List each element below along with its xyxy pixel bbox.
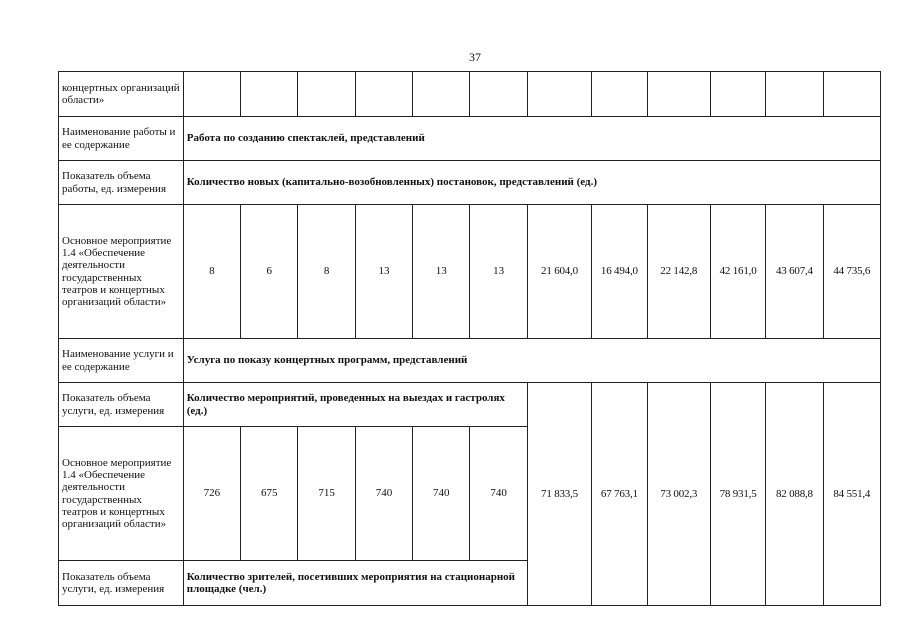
- service-indicator: Количество мероприятий, проведенных на выездах и гастролях (ед.): [183, 383, 527, 427]
- row-label: Основное мероприятие 1.4 «Обеспечение деятельности государственных театров и концертных организаций области»: [59, 427, 184, 561]
- row-label: Показатель объема услуги, ед. измерения: [59, 561, 184, 606]
- empty-cell: [592, 72, 647, 117]
- value-cell: 8: [298, 205, 355, 339]
- work-name: Работа по созданию спектаклей, представлений: [183, 117, 880, 161]
- row-label: концертных организаций области»: [59, 72, 184, 117]
- amount-cell: 84 551,4: [823, 383, 880, 606]
- value-cell: 8: [183, 205, 240, 339]
- amount-cell: 82 088,8: [766, 383, 823, 606]
- amount-cell: 44 735,6: [823, 205, 880, 339]
- value-cell: 715: [298, 427, 355, 561]
- value-cell: 675: [241, 427, 298, 561]
- empty-cell: [355, 72, 412, 117]
- empty-cell: [470, 72, 527, 117]
- amount-cell: 16 494,0: [592, 205, 647, 339]
- value-cell: 13: [470, 205, 527, 339]
- amount-cell: 43 607,4: [766, 205, 823, 339]
- table-row: [59, 339, 881, 383]
- value-cell: 6: [241, 205, 298, 339]
- row-label: Наименование услуги и ее содержание: [59, 339, 184, 383]
- work-indicator: Количество новых (капитально-возобновленных) постановок, представлений (ед.): [183, 161, 880, 205]
- empty-cell: [413, 72, 470, 117]
- value-cell: 740: [413, 427, 470, 561]
- empty-cell: [710, 72, 765, 117]
- row-label: Показатель объема услуги, ед. измерения: [59, 383, 184, 427]
- amount-cell: 67 763,1: [592, 383, 647, 606]
- amount-cell: 73 002,3: [647, 383, 710, 606]
- table-row: [59, 383, 881, 427]
- budget-table: [58, 71, 881, 606]
- empty-cell: [766, 72, 823, 117]
- page-number: 37: [469, 50, 481, 64]
- value-cell: 740: [355, 427, 412, 561]
- table-row: [59, 161, 881, 205]
- amount-cell: 21 604,0: [527, 205, 591, 339]
- value-cell: 740: [470, 427, 527, 561]
- amount-cell: 71 833,5: [527, 383, 591, 606]
- empty-cell: [527, 72, 591, 117]
- value-cell: 726: [183, 427, 240, 561]
- row-label: Наименование работы и ее содержание: [59, 117, 184, 161]
- amount-cell: 22 142,8: [647, 205, 710, 339]
- service-indicator: Количество зрителей, посетивших мероприятия на стационарной площадке (чел.): [183, 561, 527, 606]
- row-label: Показатель объема работы, ед. измерения: [59, 161, 184, 205]
- empty-cell: [183, 72, 240, 117]
- table-row: [59, 72, 881, 117]
- empty-cell: [241, 72, 298, 117]
- amount-cell: 42 161,0: [710, 205, 765, 339]
- row-label: Основное мероприятие 1.4 «Обеспечение деятельности государственных театров и концертных организаций области»: [59, 205, 184, 339]
- amount-cell: 78 931,5: [710, 383, 765, 606]
- empty-cell: [298, 72, 355, 117]
- empty-cell: [647, 72, 710, 117]
- value-cell: 13: [413, 205, 470, 339]
- empty-cell: [823, 72, 880, 117]
- service-name: Услуга по показу концертных программ, представлений: [183, 339, 880, 383]
- table-row: [59, 117, 881, 161]
- value-cell: 13: [355, 205, 412, 339]
- table-row: [59, 205, 881, 339]
